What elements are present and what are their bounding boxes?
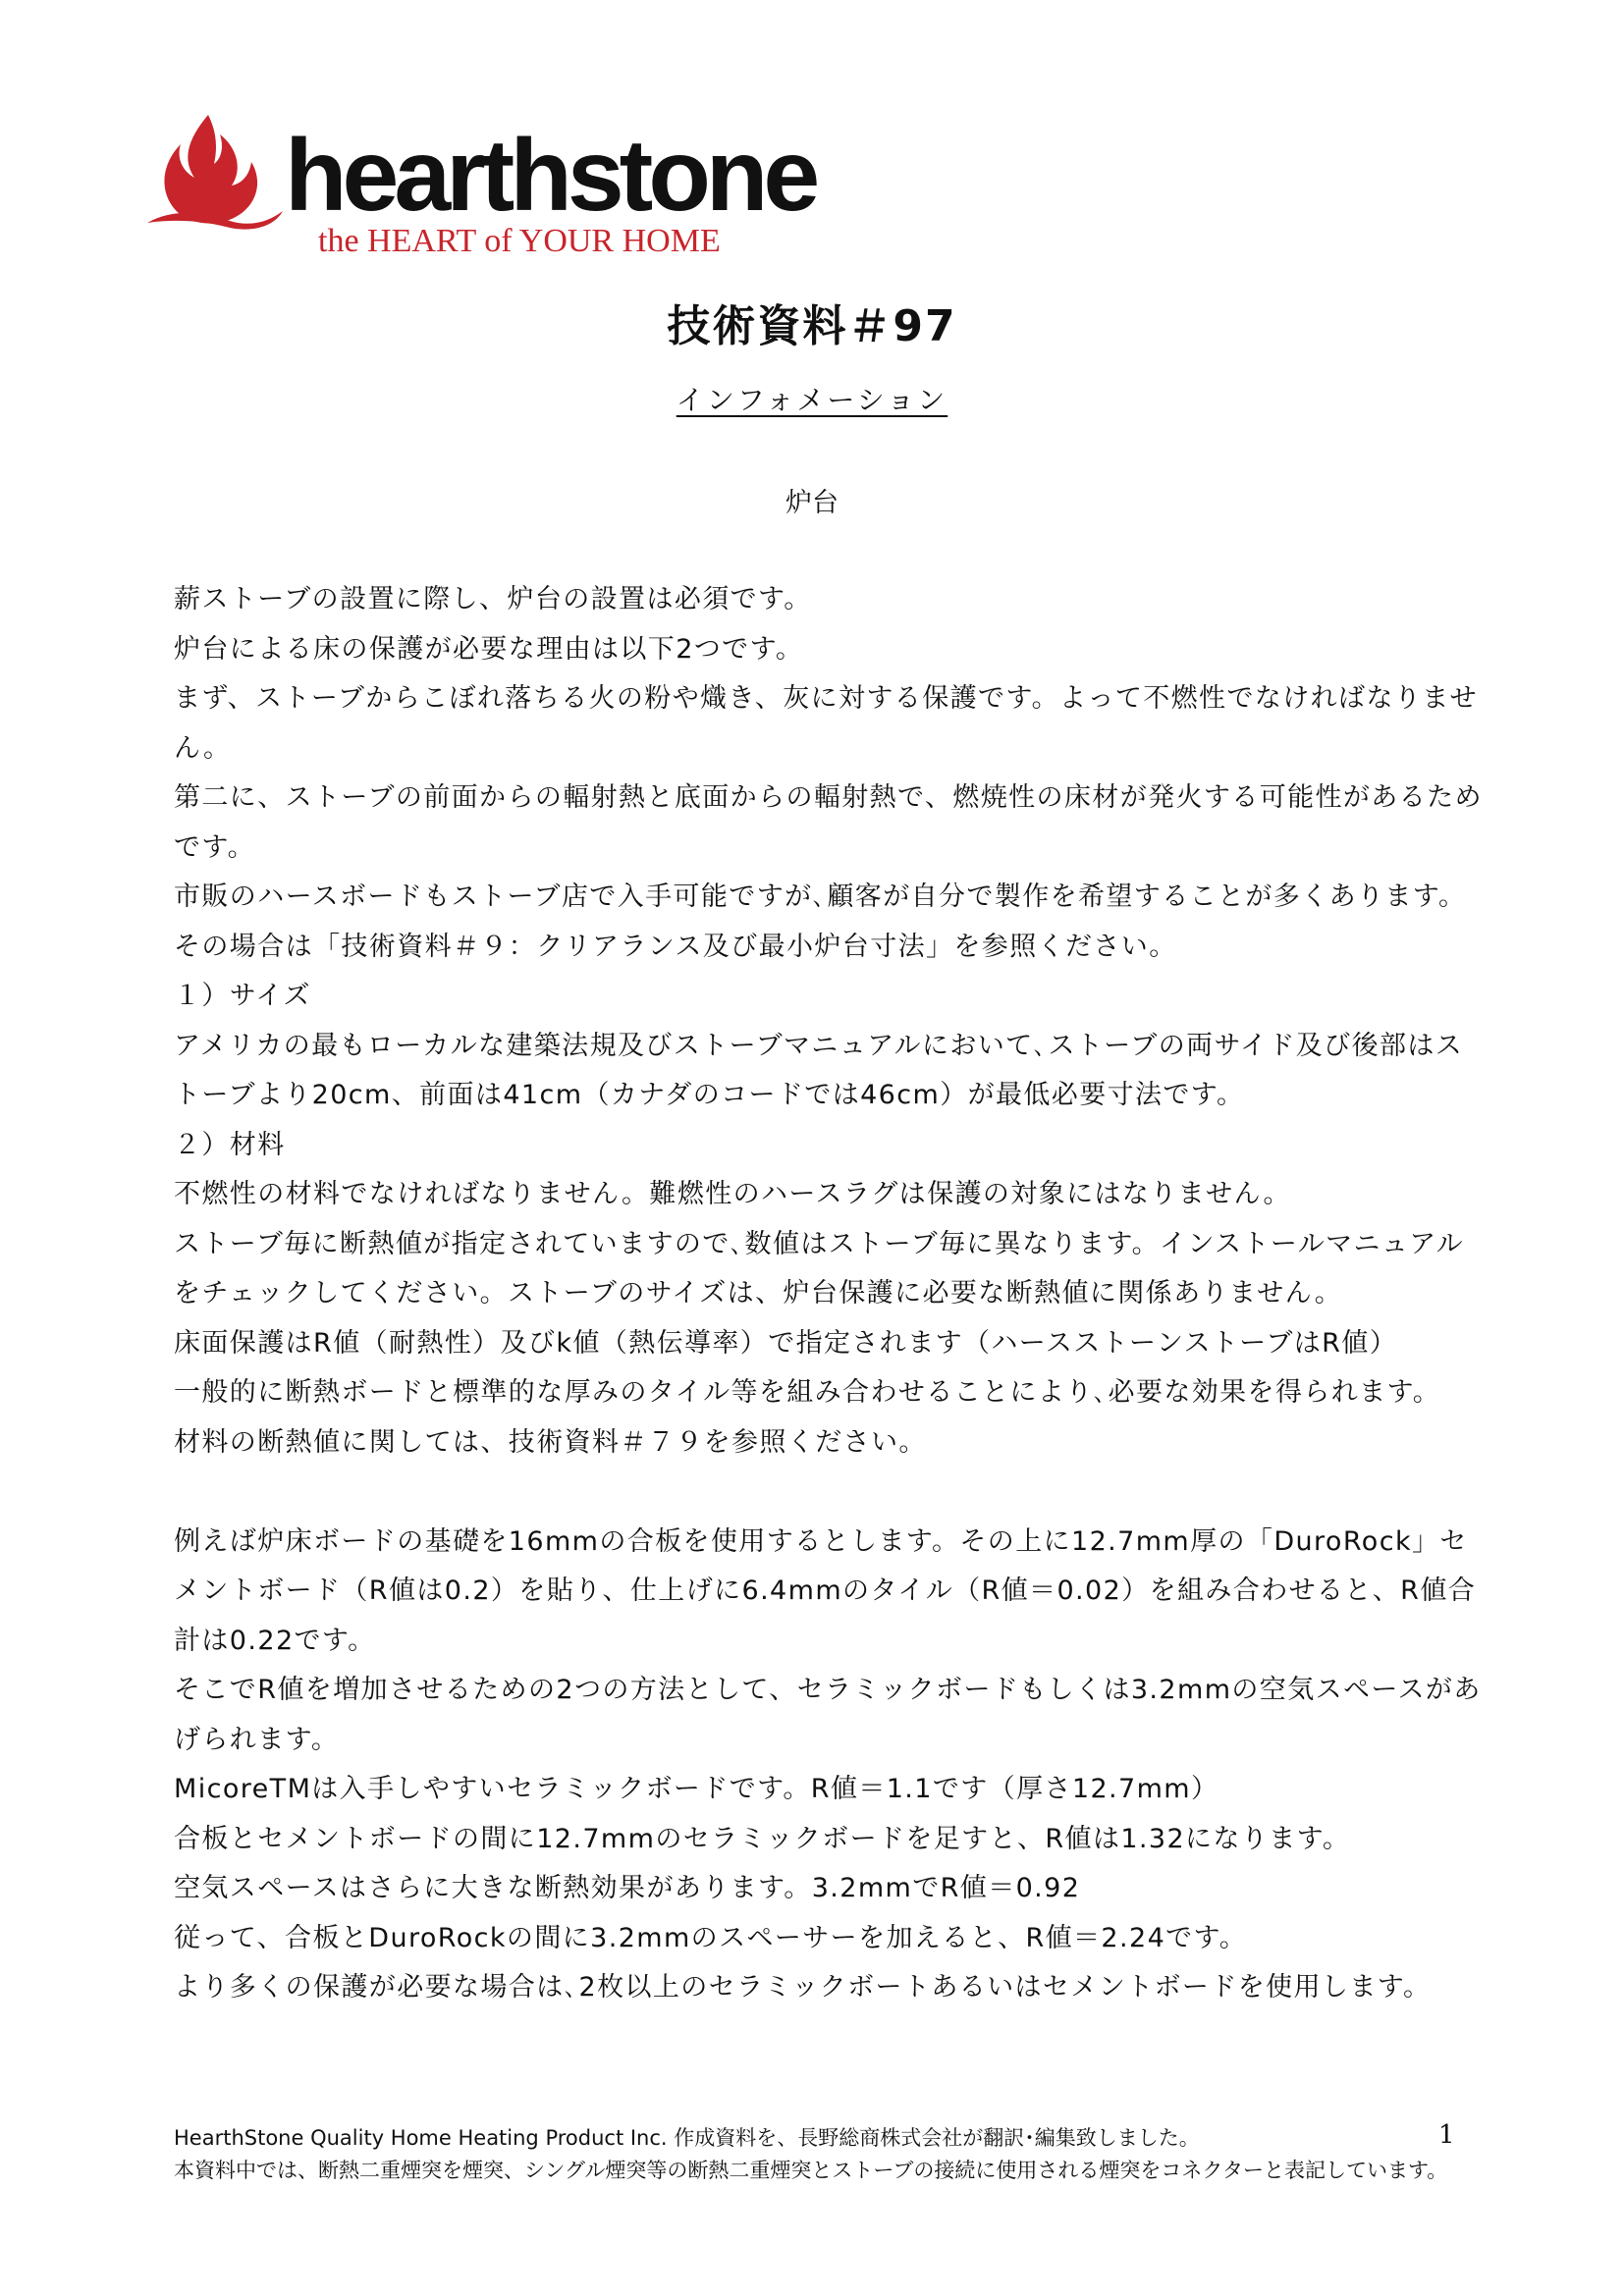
body-paragraph: アメリカの最もローカルな建築法規及びストーブマニュアルにおいて､ストーブの両サイド及び後部はストーブより20cm、前面は41cm（カナダのコードでは46cm）が最低必要寸法です。 <box>174 1030 1464 1110</box>
page-footer <box>174 2122 1450 2187</box>
body-paragraph: 例えば炉床ボードの基礎を16mmの合板を使用するとします。その上に12.7mm厚の「DuroRock」セメントボード（R値は0.2）を貼り、仕上げに6.4mmのタイル（R値＝0.02）を組み合わせると、R値合計は0.22です。 <box>174 1525 1477 1656</box>
body-paragraph: 薪ストーブの設置に際し、炉台の設置は必須です。 <box>174 584 812 614</box>
page-number: 1 <box>1438 2120 1455 2150</box>
body-paragraph: 一般的に断熱ボードと標準的な厚みのタイル等を組み合わせることにより､必要な効果を得られます。 <box>174 1377 1441 1408</box>
hearthstone-logo <box>147 113 816 280</box>
body-paragraph: ストーブ毎に断熱値が指定されていますので､数値はストーブ毎に異なります。インストールマニュアルをチェックしてください。ストーブのサイズは、炉台保護に必要な断熱値に関係ありません。 <box>174 1228 1465 1308</box>
subtitle-text: インフォメーション <box>676 384 948 416</box>
body-paragraph: 不燃性の材料でなければなりません。難燃性のハースラグは保護の対象にはなりません。 <box>174 1179 1291 1209</box>
body-heading-size: １）サイズ <box>174 981 311 1011</box>
body-paragraph: まず、ストーブからこぼれ落ちる火の粉や熾き、灰に対する保護です。よって不燃性でなければなりません。 <box>174 683 1479 764</box>
body-paragraph: より多くの保護が必要な場合は､2枚以上のセラミックボートあるいはセメントボードを使用します。 <box>174 1972 1432 2002</box>
body-paragraph: 床面保護はR値（耐熱性）及びk値（熱伝導率）で指定されます（ハースストーンストーブはR値） <box>174 1327 1398 1359</box>
logo-wordmark: hearthstone <box>285 119 816 233</box>
document-body <box>174 575 1489 2013</box>
body-paragraph: 第二に、ストーブの前面からの輻射熱と底面からの輻射熱で、燃焼性の床材が発火する可能性があるためです。 <box>174 782 1483 863</box>
document-title: 技術資料＃97 <box>667 301 957 351</box>
footer-credit: HearthStone Quality Home Heating Product Inc. 作成資料を、長野総商株式会社が翻訳･編集致しました。 <box>174 2126 1200 2150</box>
body-paragraph: そこでR値を増加させるための2つの方法として、セラミックボードもしくは3.2mmの空気スペースがあげられます。 <box>174 1675 1482 1755</box>
body-paragraph: 空気スペースはさらに大きな断熱効果があります。3.2mmでR値＝0.92 <box>174 1873 1081 1903</box>
body-heading-material: ２）材料 <box>174 1129 286 1160</box>
body-paragraph: 市販のハースボードもストーブ店で入手可能ですが､顧客が自分で製作を希望することが多くあります。その場合は「技術資料＃９：クリアランス及び最小炉台寸法」を参照ください。 <box>174 881 1467 962</box>
body-paragraph: MicoreTMは入手しやすいセラミックボードです。R値＝1.1です（厚さ12.7mm） <box>174 1774 1219 1804</box>
paragraph-gap <box>174 1468 1489 1518</box>
logo-tagline: the HEART of YOUR HOME <box>318 223 721 259</box>
body-paragraph: 合板とセメントボードの間に12.7mmのセラミックボードを足すと、R値は1.32になります。 <box>174 1823 1351 1854</box>
body-paragraph: 従って、合板とDuroRockの間に3.2mmのスペーサーを加えると、R値＝2.24です。 <box>174 1922 1248 1953</box>
section-title: 炉台 <box>785 488 839 518</box>
body-paragraph: 炉台による床の保護が必要な理由は以下2つです。 <box>174 633 804 665</box>
footer-note: 本資料中では、断熱二重煙突を煙突、シングル煙突等の断熱二重煙突とストーブの接続に使用される煙突をコネクターと表記しています。 <box>174 2159 1448 2182</box>
flame-icon <box>147 113 285 231</box>
document-subtitle <box>0 379 1624 418</box>
body-paragraph: 材料の断熱値に関しては、技術資料＃７９を参照ください。 <box>174 1426 927 1458</box>
